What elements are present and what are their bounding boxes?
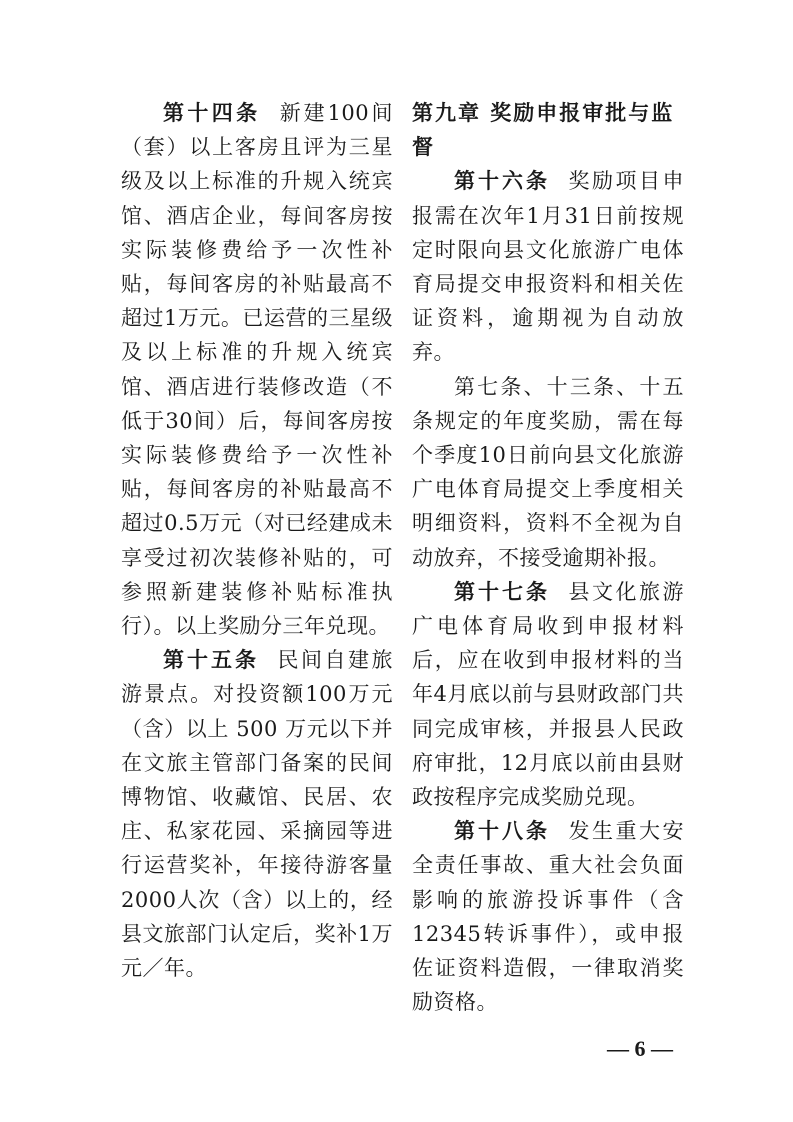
article-18-paragraph [412, 814, 684, 1019]
article-15-label: 第十五条 [163, 648, 260, 673]
article-14-text: 新建100间（套）以上客房且评为三星级及以上标准的升规入统宾馆、酒店企业，每间客房按实际装修费给予一次性补贴，每间客房的补贴最高不超过1万元。已运营的三星级及以上标准的升规入统宾馆、酒店进行装修改造（不低于30间）后，每间客房按实际装修费给予一次性补贴，每间客房的补贴最高不超过0.5万元（对已经建成未享受过初次装修补贴的，可参照新建装修补贴标准执行）。以上奖励分三年兑现。 [121, 101, 393, 639]
article-15-paragraph [121, 643, 393, 985]
article-15-text: 民间自建旅游景点。对投资额100万元（含）以上 500 万元以下并在文旅主管部门备案的民间博物馆、收藏馆、民居、农庄、私家花园、采摘园等进行运营奖补，年接待游客量2000人次（含）以上的，经县文旅部门认定后，奖补1万元／年。 [121, 648, 394, 981]
chapter-title: 第九章 奖励申报审批与监督 [412, 101, 675, 160]
article-16-label: 第十六条 [454, 169, 551, 194]
article-17-text: 县文化旅游广电体育局收到申报材料后，应在收到申报材料的当年4月底以前与县财政部门共同完成审核，并报县人民政府审批，12月底以前由县财政按程序完成奖励兑现。 [412, 579, 685, 810]
article-17-paragraph [412, 575, 684, 814]
article-17-label: 第十七条 [454, 579, 551, 604]
article-16-paragraph [412, 164, 684, 369]
page-number: — 6 — [607, 1036, 673, 1061]
article-16-continuation: 第七条、十三条、十五条规定的年度奖励，需在每个季度10日前向县文化旅游广电体育局提交上季度相关明细资料，资料不全视为自动放弃，不接受逾期补报。 [412, 374, 684, 570]
right-column [412, 96, 684, 1019]
article-14-paragraph [121, 96, 393, 643]
article-14-label: 第十四条 [163, 101, 261, 125]
left-column [121, 96, 393, 985]
article-16-text: 奖励项目申报需在次年1月31日前按规定时限向县文化旅游广电体育局提交申报资料和相关佐证资料，逾期视为自动放弃。 [412, 169, 685, 365]
article-18-text: 发生重大安全责任事故、重大社会负面影响的旅游投诉事件（含12345转诉事件），或申报佐证资料造假，一律取消奖励资格。 [412, 819, 685, 1015]
article-18-label: 第十八条 [454, 819, 551, 844]
